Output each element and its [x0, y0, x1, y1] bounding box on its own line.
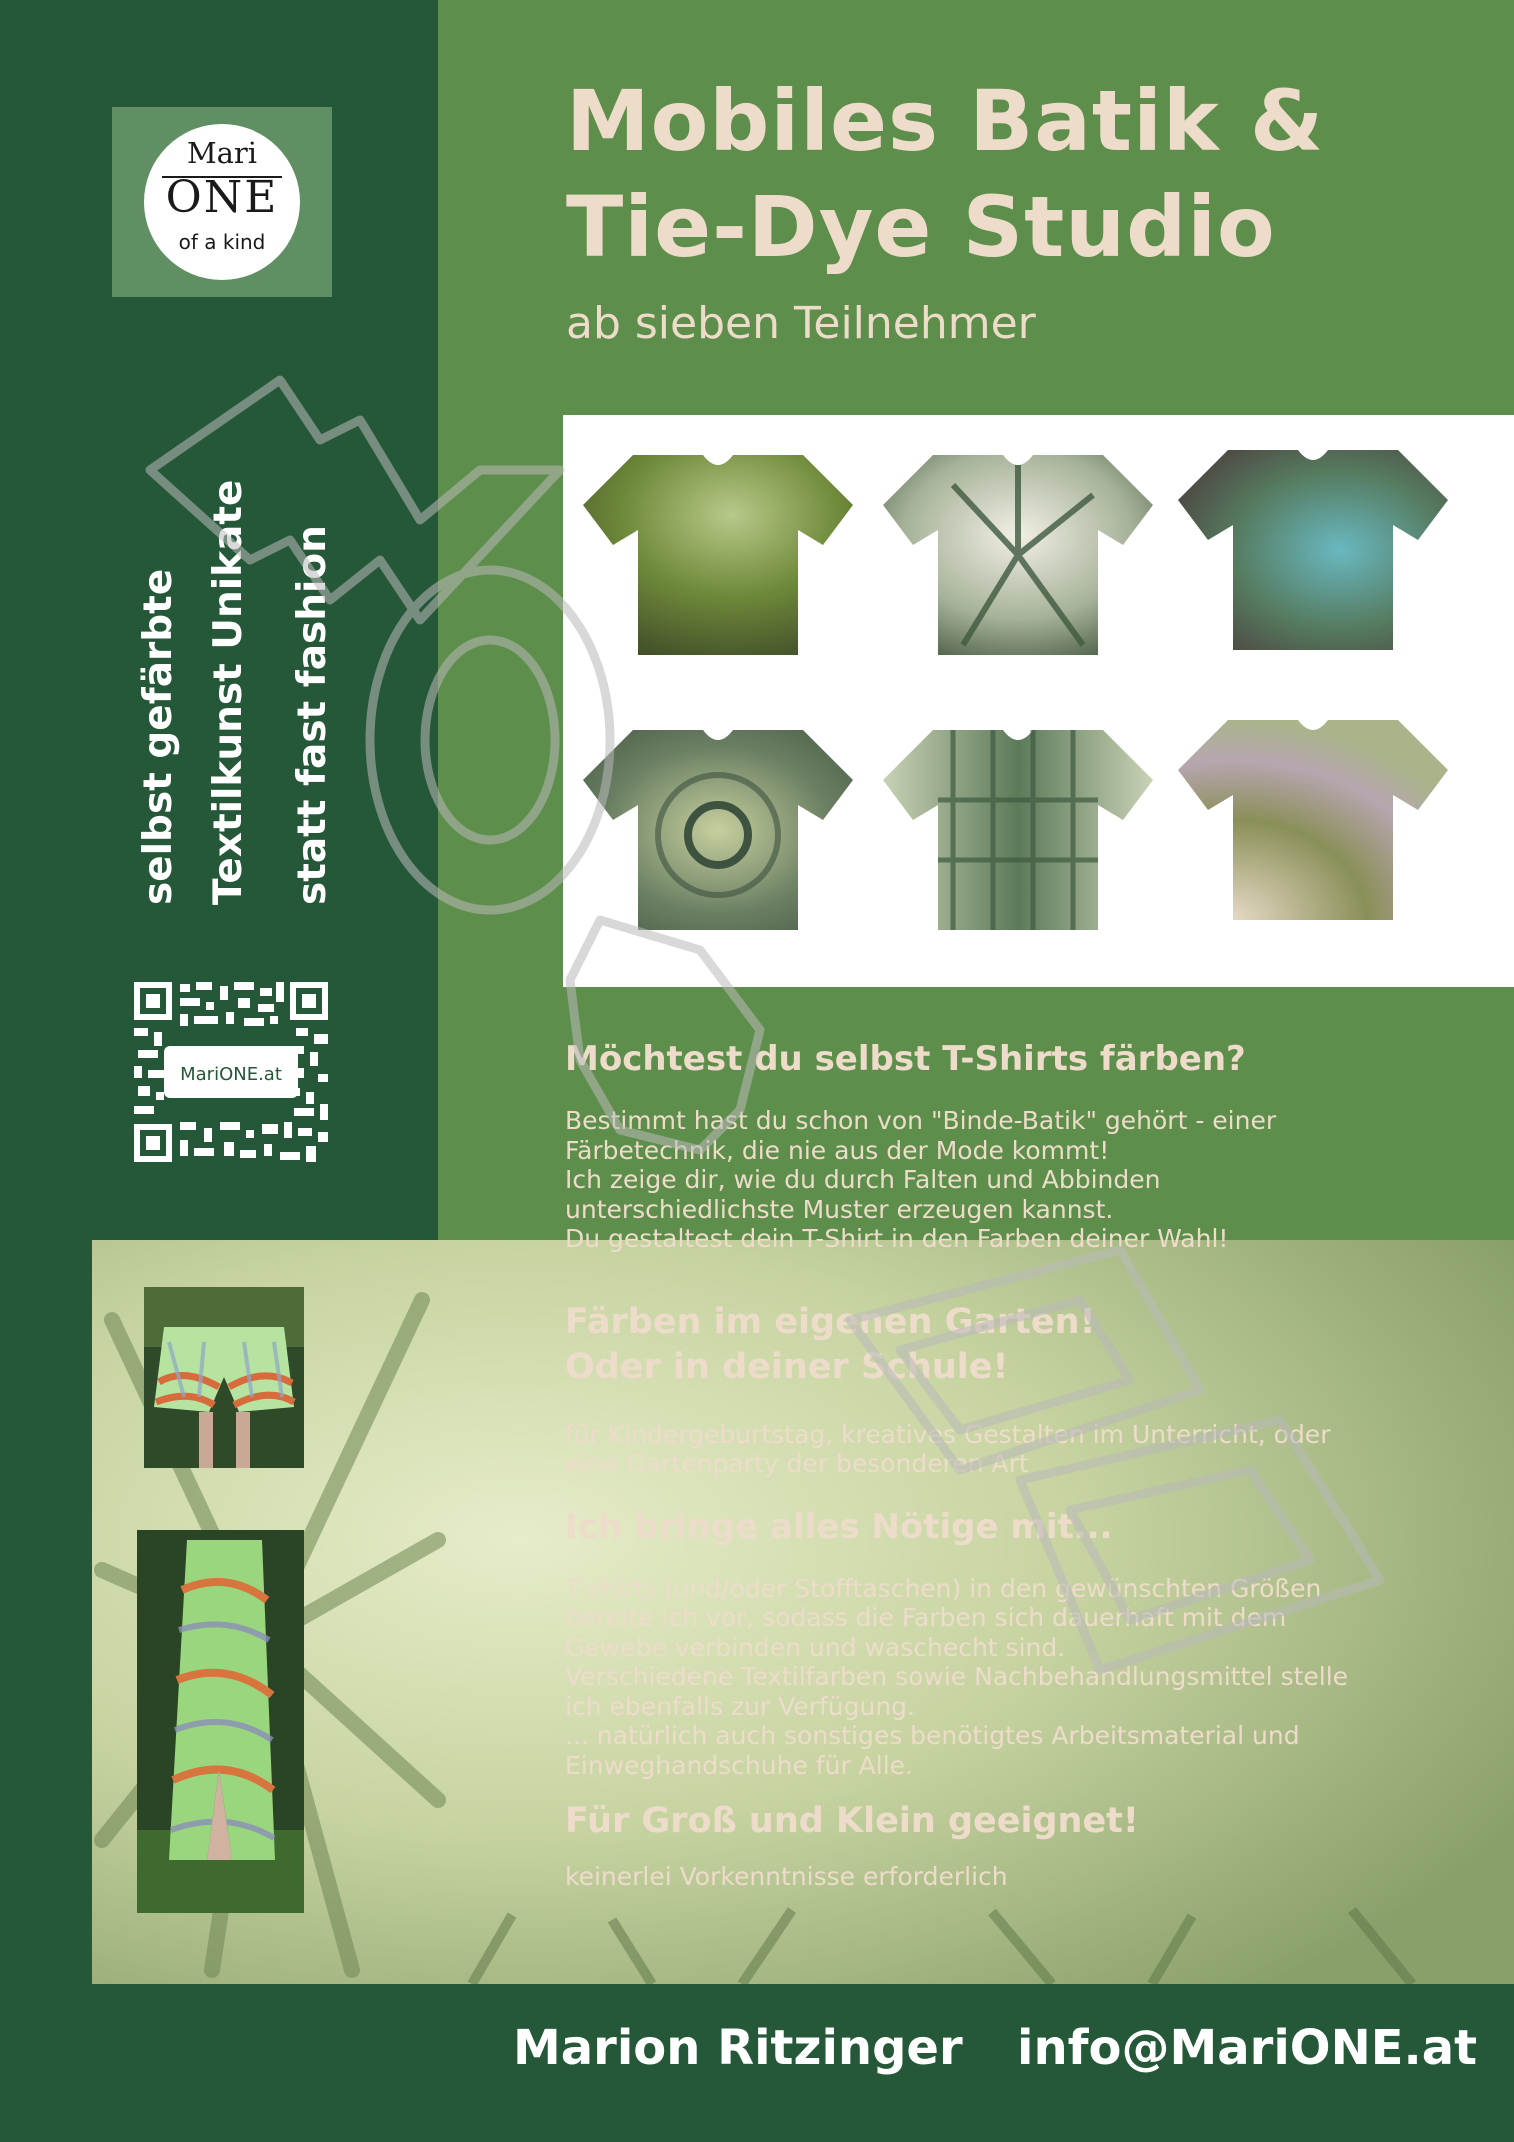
- slogan-textilkunst-unikate: Textilkunst Unikate: [206, 479, 251, 905]
- section-heading-garten: Färben im eigenen Garten!: [565, 1302, 1096, 1342]
- slogan-statt-fast-fashion: statt fast fashion: [290, 525, 335, 905]
- section-heading-gross-klein: Für Groß und Klein geeignet!: [565, 1801, 1139, 1841]
- logo-text-mari: Mari: [186, 136, 258, 170]
- title-line-2: Tie-Dye Studio: [566, 178, 1276, 276]
- logo-text-one: ONE: [165, 172, 279, 223]
- section-heading-schule: Oder in deiner Schule!: [565, 1347, 1009, 1387]
- section-text-line: bereite ich vor, sodass die Farben sich dauerhaft mit dem: [565, 1603, 1287, 1632]
- contact-email-link[interactable]: info@MariONE.at: [1017, 2020, 1478, 2076]
- section-heading-bringe: Ich bringe alles Nötige mit...: [565, 1507, 1113, 1547]
- section-text-line: Einweghandschuhe für Alle.: [565, 1751, 913, 1780]
- section-text-line: T-shirts (und/oder Stofftaschen) in den gewünschten Größen: [565, 1574, 1322, 1603]
- section-text-line: für Kindergeburtstag, kreatives Gestalten im Unterricht, oder: [565, 1420, 1331, 1449]
- section-text-line: Gewebe verbinden und waschecht sind.: [565, 1633, 1066, 1662]
- section-text-line: eine Gartenparty der besonderen Art: [565, 1449, 1029, 1478]
- contact-name: Marion Ritzinger: [513, 2020, 963, 2076]
- section-text-line: keinerlei Vorkenntnisse erforderlich: [565, 1862, 1008, 1891]
- logo: [112, 107, 332, 297]
- section-text-line: Ich zeige dir, wie du durch Falten und Abbinden: [565, 1165, 1161, 1194]
- section-text-line: Färbetechnik, die nie aus der Mode kommt!: [565, 1136, 1110, 1165]
- subtitle: ab sieben Teilnehmer: [566, 298, 1036, 349]
- qr-label: MariONE.at: [180, 1064, 282, 1085]
- title-line-1: Mobiles Batik &: [566, 72, 1325, 170]
- logo-text-tagline: of a kind: [178, 230, 266, 254]
- section-text-line: unterschiedlichste Muster erzeugen kannst.: [565, 1195, 1114, 1224]
- section-text-line: Bestimmt hast du schon von "Binde-Batik" gehört - einer: [565, 1106, 1277, 1135]
- slogan-selbst-gefaerbte: selbst gefärbte: [136, 568, 181, 905]
- section-text-line: Verschiedene Textilfarben sowie Nachbehandlungsmittel stelle: [565, 1662, 1349, 1691]
- shorts-photo: [144, 1287, 304, 1468]
- qr-code[interactable]: [134, 982, 328, 1162]
- tie-dye-shirts-photo: [563, 415, 1514, 987]
- logo-badge: [144, 124, 300, 280]
- section-text-line: Du gestaltest dein T-Shirt in den Farben deiner Wahl!: [565, 1224, 1229, 1253]
- section-heading-t-shirts: Möchtest du selbst T-Shirts färben?: [565, 1039, 1246, 1079]
- section-text-line: ich ebenfalls zur Verfügung.: [565, 1692, 915, 1721]
- section-text-line: ... natürlich auch sonstiges benötigtes Arbeitsmaterial und: [565, 1721, 1300, 1750]
- skirt-photo: [137, 1530, 304, 1913]
